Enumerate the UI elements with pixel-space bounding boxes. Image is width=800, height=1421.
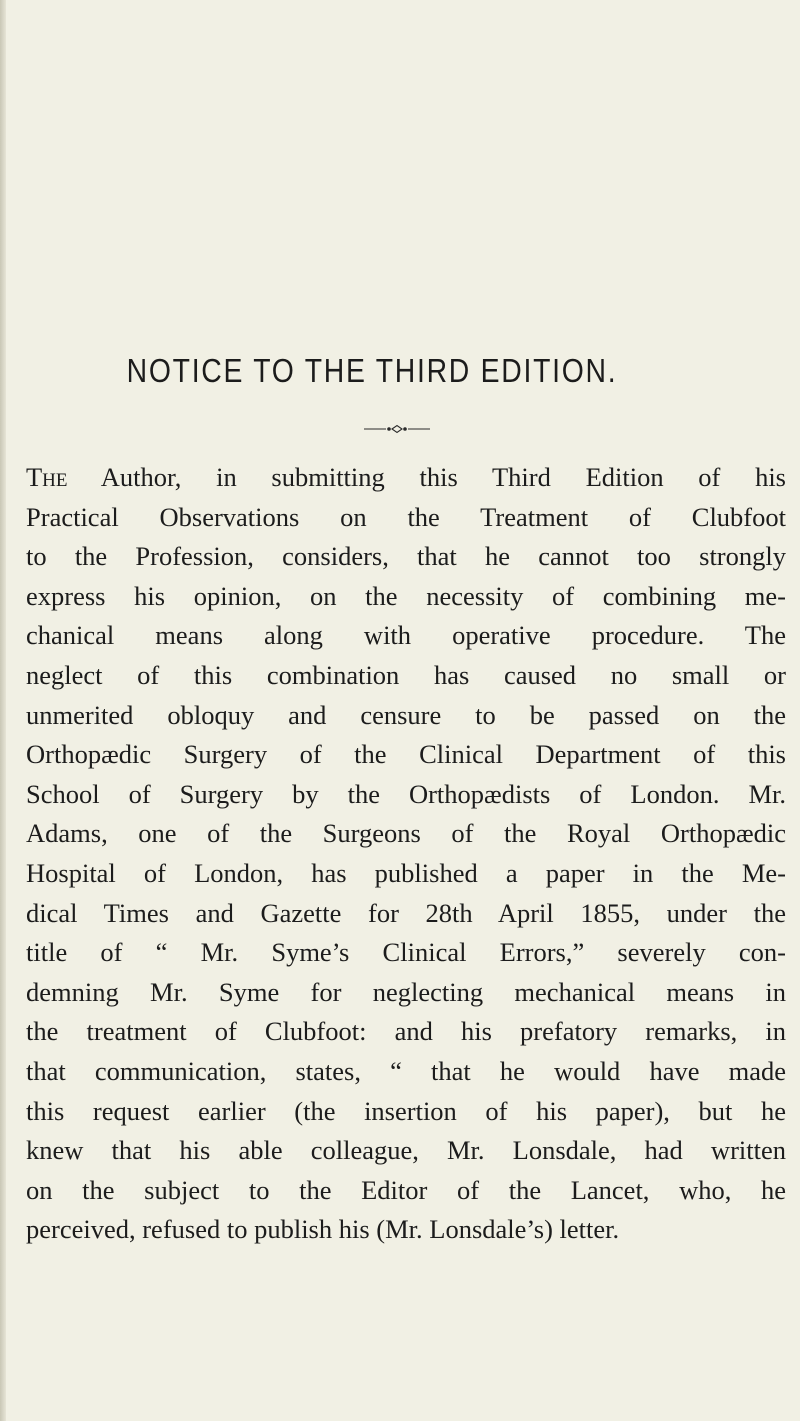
paragraph-line: this request earlier (the insertion of his paper), but he [26, 1095, 786, 1126]
paragraph-line: to the Profession, considers, that he cannot too strongly [26, 541, 786, 572]
paragraph-line: that communication, states, “ that he would have made [26, 1055, 786, 1086]
paragraph-line: Hospital of London, has published a paper in the Me- [26, 857, 786, 888]
paragraph-line: Practical Observations on the Treatment of Clubfoot [26, 501, 786, 532]
paragraph-line: Orthopædic Surgery of the Clinical Department of this [26, 739, 786, 770]
paragraph-line: unmerited obloquy and censure to be passed on the [26, 699, 786, 730]
paragraph-line: knew that his able colleague, Mr. Lonsdale, had written [26, 1135, 786, 1166]
paragraph-line: title of “ Mr. Syme’s Clinical Errors,” severely con- [26, 937, 786, 968]
divider-ornament [364, 424, 430, 434]
paragraph-line: on the subject to the Editor of the Lancet, who, he [26, 1174, 786, 1205]
page-heading: NOTICE TO THE THIRD EDITION. [126, 352, 618, 389]
paragraph-line: neglect of this combination has caused no small or [26, 659, 786, 690]
paragraph-line: express his opinion, on the necessity of combining me- [26, 580, 786, 611]
paragraph-line: perceived, refused to publish his (Mr. Lonsdale’s) letter. [26, 1214, 620, 1245]
paragraph-line: demning Mr. Syme for neglecting mechanical means in [26, 976, 786, 1007]
body-paragraph [26, 458, 786, 1250]
page-edge-shadow [0, 0, 6, 1421]
paragraph-line: Adams, one of the Surgeons of the Royal Orthopædic [26, 818, 786, 849]
paragraph-line: the treatment of Clubfoot: and his prefatory remarks, in [26, 1016, 786, 1047]
paragraph-line: dical Times and Gazette for 28th April 1855, under the [26, 897, 786, 928]
paragraph-line: chanical means along with operative procedure. The [26, 620, 786, 651]
opening-word: The [26, 462, 68, 492]
paragraph-line: School of Surgery by the Orthopædists of London. Mr. [26, 778, 786, 809]
paragraph-line: The Author, in submitting this Third Edition of his [26, 462, 786, 492]
